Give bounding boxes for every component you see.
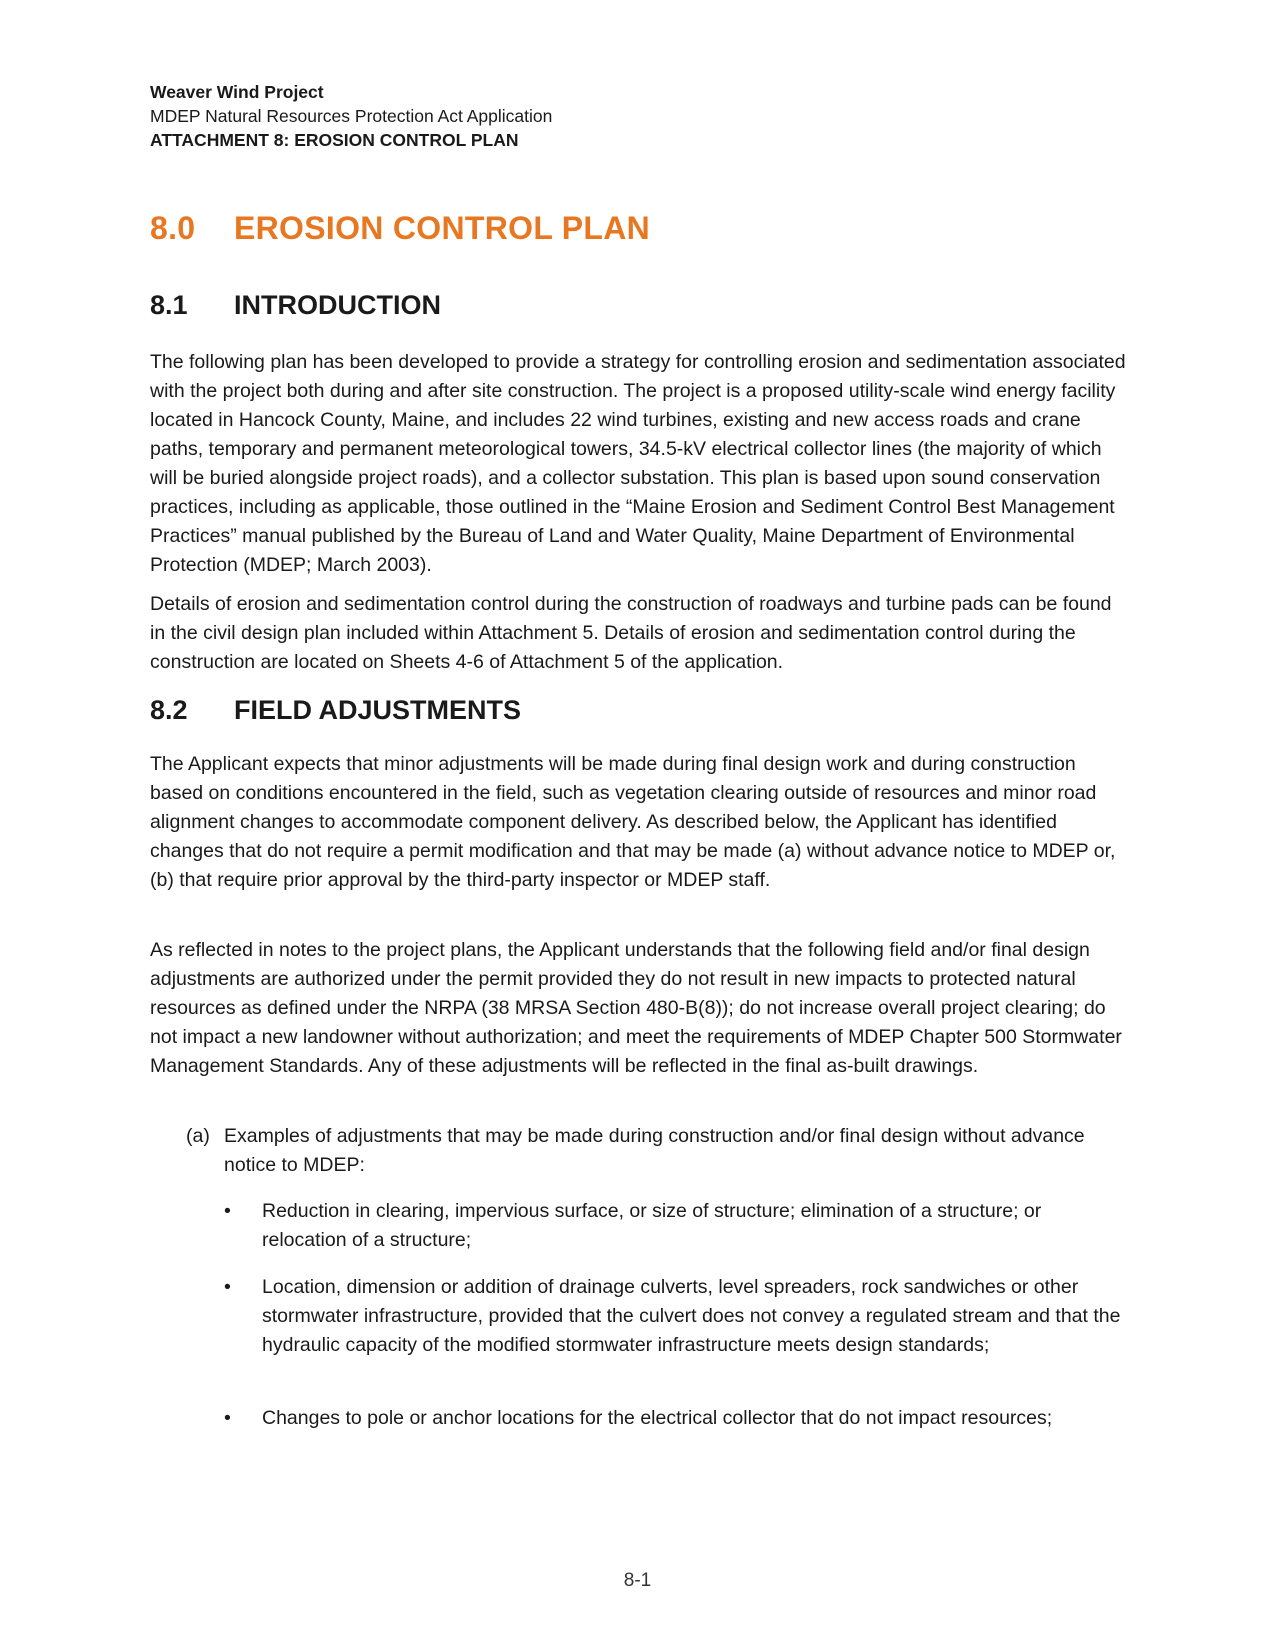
field-paragraph-2: As reflected in notes to the project plans, the Applicant understands that the following field and/or final design adjustments are authorized under the permit provided they do not result in new impacts to protected natural resources as defined under the NRPA (38 MRSA Section 480-B(8)); do not increase overall project clearing; do not impact a new landowner without authorization; and meet the requirements of MDEP Chapter 500 Stormwater Management Standards. Any of these adjustments will be reflected in the final as-built drawings.: [150, 939, 1122, 1077]
section-heading-introduction: [150, 290, 441, 321]
sub-item-a: [186, 1122, 1116, 1180]
section-number: 8.1: [150, 290, 188, 320]
section-number: 8.2: [150, 695, 188, 725]
section-heading-field-adjustments: [150, 695, 521, 726]
section-heading-main: [150, 210, 650, 247]
sub-item-text: Examples of adjustments that may be made during construction and/or final design without advance notice to MDEP:: [224, 1125, 1085, 1176]
bullet-text: Location, dimension or addition of drainage culverts, level spreaders, rock sandwiches or other stormwater infrastructure, provided that the culvert does not convey a regulated stream and that the hydraulic capacity of the modified stormwater infrastructure meets design standards;: [262, 1276, 1121, 1356]
bullet-icon: •: [224, 1200, 231, 1222]
bullet-item: [222, 1273, 1127, 1360]
bullet-icon: •: [224, 1407, 231, 1429]
intro-paragraph-1: The following plan has been developed to provide a strategy for controlling erosion and sedimentation associated with the project both during and after site construction. The project is a proposed utility-scale wind energy facility located in Hancock County, Maine, and includes 22 wind turbines, existing and new access roads and crane paths, temporary and permanent meteorological towers, 34.5-kV electrical collector lines (the majority of which will be buried alongside project roads), and a collector substation. This plan is based upon sound conservation practices, including as applicable, those outlined in the “Maine Erosion and Sediment Control Best Management Practices” manual published by the Bureau of Land and Water Quality, Maine Department of Environmental Protection (MDEP; March 2003).: [150, 351, 1126, 576]
bullet-text: Reduction in clearing, impervious surface, or size of structure; elimination of a structure; or relocation of a structure;: [262, 1200, 1042, 1251]
section-title: INTRODUCTION: [234, 290, 441, 320]
bullet-icon: •: [224, 1276, 231, 1298]
sub-item-marker: (a): [186, 1125, 210, 1147]
header-attachment-title: ATTACHMENT 8: EROSION CONTROL PLAN: [150, 130, 519, 150]
bullet-item: [222, 1197, 1127, 1255]
intro-paragraph-2: Details of erosion and sedimentation control during the construction of roadways and turbine pads can be found in the civil design plan included within Attachment 5. Details of erosion and sedimentation control during the construction are located on Sheets 4-6 of Attachment 5 of the application.: [150, 593, 1112, 673]
bullet-text: Changes to pole or anchor locations for the electrical collector that do not impact resources;: [262, 1407, 1053, 1429]
page-number: 8-1: [623, 1570, 652, 1591]
field-paragraph-1: The Applicant expects that minor adjustments will be made during final design work and during construction based on conditions encountered in the field, such as vegetation clearing outside of resources and minor road alignment changes to accommodate component delivery. As described below, the Applicant has identified changes that do not require a permit modification and that may be made (a) without advance notice to MDEP or, (b) that require prior approval by the third-party inspector or MDEP staff.: [150, 753, 1116, 891]
header-application-name: MDEP Natural Resources Protection Act Application: [150, 106, 553, 126]
section-title: EROSION CONTROL PLAN: [234, 210, 651, 246]
section-number: 8.0: [150, 210, 196, 246]
running-header: [150, 80, 552, 152]
bullet-item: [222, 1404, 1127, 1433]
section-title: FIELD ADJUSTMENTS: [234, 695, 522, 725]
header-project-name: Weaver Wind Project: [150, 82, 324, 102]
